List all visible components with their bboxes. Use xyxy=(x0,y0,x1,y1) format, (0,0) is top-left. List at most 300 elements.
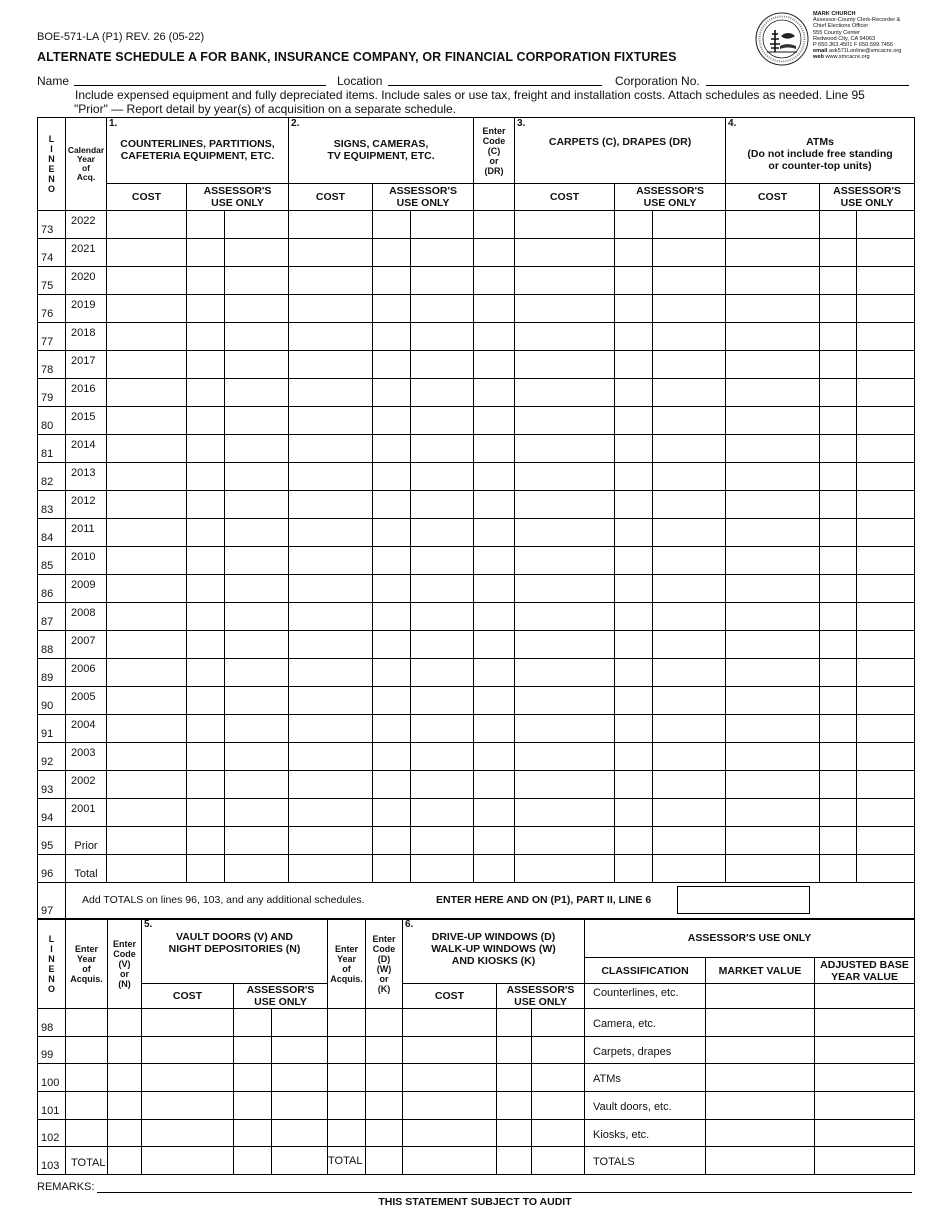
entry-cell[interactable] xyxy=(225,603,289,631)
entry-cell[interactable] xyxy=(474,743,515,771)
entry-cell[interactable] xyxy=(187,855,225,883)
entry-cell[interactable] xyxy=(857,799,915,827)
entry-cell[interactable] xyxy=(107,463,187,491)
entry-cell[interactable] xyxy=(820,771,857,799)
entry-cell[interactable] xyxy=(187,827,225,855)
entry-cell[interactable] xyxy=(142,1009,234,1037)
entry-cell[interactable] xyxy=(857,519,915,547)
entry-cell[interactable] xyxy=(289,631,373,659)
entry-cell[interactable] xyxy=(497,1009,532,1037)
entry-cell[interactable] xyxy=(857,295,915,323)
entry-cell[interactable] xyxy=(532,1092,585,1120)
entry-cell[interactable] xyxy=(225,351,289,379)
entry-cell[interactable] xyxy=(615,771,653,799)
entry-cell[interactable] xyxy=(820,631,857,659)
entry-cell[interactable] xyxy=(289,799,373,827)
market-value-cell[interactable] xyxy=(706,1036,815,1064)
entry-cell[interactable] xyxy=(515,491,615,519)
entry-cell[interactable] xyxy=(653,295,726,323)
entry-cell[interactable] xyxy=(373,687,411,715)
entry-cell[interactable] xyxy=(515,771,615,799)
entry-cell[interactable] xyxy=(726,211,820,239)
adjusted-value-cell[interactable] xyxy=(815,1036,915,1064)
entry-cell[interactable] xyxy=(107,631,187,659)
entry-cell[interactable] xyxy=(225,715,289,743)
location-field[interactable] xyxy=(388,73,602,86)
corporation-field[interactable] xyxy=(706,73,909,86)
entry-cell[interactable] xyxy=(515,547,615,575)
entry-cell[interactable] xyxy=(289,827,373,855)
entry-cell[interactable] xyxy=(411,435,474,463)
entry-cell[interactable] xyxy=(615,743,653,771)
entry-cell[interactable] xyxy=(653,519,726,547)
entry-cell[interactable] xyxy=(820,463,857,491)
entry-cell[interactable] xyxy=(411,631,474,659)
entry-cell[interactable] xyxy=(373,463,411,491)
entry-cell[interactable] xyxy=(857,743,915,771)
entry-cell[interactable] xyxy=(225,463,289,491)
entry-cell[interactable] xyxy=(653,267,726,295)
entry-cell[interactable] xyxy=(474,379,515,407)
entry-cell[interactable] xyxy=(615,855,653,883)
entry-cell[interactable] xyxy=(225,519,289,547)
entry-cell[interactable] xyxy=(726,603,820,631)
entry-cell[interactable] xyxy=(653,603,726,631)
entry-cell[interactable] xyxy=(328,1036,366,1064)
entry-cell[interactable] xyxy=(515,519,615,547)
entry-cell[interactable] xyxy=(373,799,411,827)
entry-cell[interactable] xyxy=(289,267,373,295)
entry-cell[interactable] xyxy=(107,771,187,799)
entry-cell[interactable] xyxy=(532,1009,585,1037)
entry-cell[interactable] xyxy=(187,575,225,603)
entry-cell[interactable] xyxy=(515,267,615,295)
adjusted-value-cell[interactable] xyxy=(815,1119,915,1147)
market-value-cell[interactable] xyxy=(706,984,815,1009)
entry-cell[interactable] xyxy=(187,435,225,463)
entry-cell[interactable] xyxy=(373,575,411,603)
entry-cell[interactable] xyxy=(107,239,187,267)
entry-cell[interactable] xyxy=(726,827,820,855)
entry-cell[interactable] xyxy=(289,855,373,883)
entry-cell[interactable] xyxy=(107,687,187,715)
entry-cell[interactable] xyxy=(857,603,915,631)
entry-cell[interactable] xyxy=(366,1064,403,1092)
adjusted-value-cell[interactable] xyxy=(815,1147,915,1175)
entry-cell[interactable] xyxy=(820,435,857,463)
entry-cell[interactable] xyxy=(272,1119,328,1147)
entry-cell[interactable] xyxy=(474,855,515,883)
entry-cell[interactable] xyxy=(107,799,187,827)
entry-cell[interactable] xyxy=(272,1036,328,1064)
entry-cell[interactable] xyxy=(107,211,187,239)
entry-cell[interactable] xyxy=(726,519,820,547)
entry-cell[interactable] xyxy=(107,491,187,519)
entry-cell[interactable] xyxy=(653,491,726,519)
entry-cell[interactable] xyxy=(726,323,820,351)
entry-cell[interactable] xyxy=(289,519,373,547)
entry-cell[interactable] xyxy=(289,295,373,323)
entry-cell[interactable] xyxy=(225,799,289,827)
entry-cell[interactable] xyxy=(107,435,187,463)
entry-cell[interactable] xyxy=(411,407,474,435)
entry-cell[interactable] xyxy=(615,715,653,743)
entry-cell[interactable] xyxy=(615,463,653,491)
entry-cell[interactable] xyxy=(515,799,615,827)
entry-cell[interactable] xyxy=(66,1036,108,1064)
entry-cell[interactable] xyxy=(857,211,915,239)
entry-cell[interactable] xyxy=(142,1119,234,1147)
entry-cell[interactable] xyxy=(653,659,726,687)
entry-cell[interactable] xyxy=(653,855,726,883)
entry-cell[interactable] xyxy=(373,323,411,351)
entry-cell[interactable] xyxy=(403,1009,497,1037)
entry-cell[interactable] xyxy=(107,323,187,351)
entry-cell[interactable] xyxy=(726,575,820,603)
entry-cell[interactable] xyxy=(532,1064,585,1092)
entry-cell[interactable] xyxy=(411,547,474,575)
entry-cell[interactable] xyxy=(225,827,289,855)
entry-cell[interactable] xyxy=(532,1119,585,1147)
entry-cell[interactable] xyxy=(403,1064,497,1092)
entry-cell[interactable] xyxy=(820,379,857,407)
entry-cell[interactable] xyxy=(857,435,915,463)
entry-cell[interactable] xyxy=(653,687,726,715)
entry-cell[interactable] xyxy=(857,575,915,603)
entry-cell[interactable] xyxy=(411,659,474,687)
entry-cell[interactable] xyxy=(497,1092,532,1120)
entry-cell[interactable] xyxy=(234,1009,272,1037)
entry-cell[interactable] xyxy=(474,659,515,687)
entry-cell[interactable] xyxy=(328,1092,366,1120)
entry-cell[interactable] xyxy=(411,351,474,379)
entry-cell[interactable] xyxy=(107,827,187,855)
entry-cell[interactable] xyxy=(234,1147,272,1175)
entry-cell[interactable] xyxy=(373,547,411,575)
entry-cell[interactable] xyxy=(366,1036,403,1064)
entry-cell[interactable] xyxy=(474,211,515,239)
entry-cell[interactable] xyxy=(108,1036,142,1064)
entry-cell[interactable] xyxy=(726,351,820,379)
entry-cell[interactable] xyxy=(107,715,187,743)
entry-cell[interactable] xyxy=(497,1036,532,1064)
entry-cell[interactable] xyxy=(653,799,726,827)
entry-cell[interactable] xyxy=(107,407,187,435)
entry-cell[interactable] xyxy=(66,1119,108,1147)
entry-cell[interactable] xyxy=(615,407,653,435)
entry-cell[interactable] xyxy=(289,211,373,239)
entry-cell[interactable] xyxy=(857,379,915,407)
entry-cell[interactable] xyxy=(653,827,726,855)
entry-cell[interactable] xyxy=(187,743,225,771)
entry-cell[interactable] xyxy=(289,547,373,575)
entry-cell[interactable] xyxy=(373,379,411,407)
entry-cell[interactable] xyxy=(289,239,373,267)
entry-cell[interactable] xyxy=(820,659,857,687)
entry-cell[interactable] xyxy=(532,1147,585,1175)
entry-cell[interactable] xyxy=(234,1064,272,1092)
entry-cell[interactable] xyxy=(515,687,615,715)
entry-cell[interactable] xyxy=(615,827,653,855)
entry-cell[interactable] xyxy=(820,575,857,603)
entry-cell[interactable] xyxy=(187,239,225,267)
entry-cell[interactable] xyxy=(107,547,187,575)
entry-cell[interactable] xyxy=(615,659,653,687)
entry-cell[interactable] xyxy=(373,211,411,239)
entry-cell[interactable] xyxy=(515,659,615,687)
entry-cell[interactable] xyxy=(857,855,915,883)
entry-cell[interactable] xyxy=(857,631,915,659)
entry-cell[interactable] xyxy=(187,267,225,295)
entry-cell[interactable] xyxy=(328,1064,366,1092)
entry-cell[interactable] xyxy=(515,743,615,771)
entry-cell[interactable] xyxy=(857,659,915,687)
market-value-cell[interactable] xyxy=(706,1119,815,1147)
entry-cell[interactable] xyxy=(653,351,726,379)
entry-cell[interactable] xyxy=(820,267,857,295)
entry-cell[interactable] xyxy=(515,575,615,603)
entry-cell[interactable] xyxy=(411,491,474,519)
entry-cell[interactable] xyxy=(474,547,515,575)
entry-cell[interactable] xyxy=(726,463,820,491)
entry-cell[interactable] xyxy=(515,463,615,491)
entry-cell[interactable] xyxy=(289,575,373,603)
entry-cell[interactable] xyxy=(107,351,187,379)
entry-cell[interactable] xyxy=(820,211,857,239)
entry-cell[interactable] xyxy=(615,799,653,827)
entry-cell[interactable] xyxy=(411,295,474,323)
entry-cell[interactable] xyxy=(857,547,915,575)
entry-cell[interactable] xyxy=(857,827,915,855)
entry-cell[interactable] xyxy=(411,799,474,827)
entry-cell[interactable] xyxy=(108,1064,142,1092)
entry-cell[interactable] xyxy=(411,323,474,351)
entry-cell[interactable] xyxy=(474,799,515,827)
entry-cell[interactable] xyxy=(289,687,373,715)
entry-cell[interactable] xyxy=(142,1064,234,1092)
entry-cell[interactable] xyxy=(108,1009,142,1037)
entry-cell[interactable] xyxy=(107,743,187,771)
entry-cell[interactable] xyxy=(225,435,289,463)
entry-cell[interactable] xyxy=(289,407,373,435)
entry-cell[interactable] xyxy=(615,211,653,239)
entry-cell[interactable] xyxy=(615,435,653,463)
entry-cell[interactable] xyxy=(515,351,615,379)
entry-cell[interactable] xyxy=(187,603,225,631)
entry-cell[interactable] xyxy=(403,1036,497,1064)
entry-cell[interactable] xyxy=(187,407,225,435)
entry-cell[interactable] xyxy=(653,715,726,743)
entry-cell[interactable] xyxy=(726,771,820,799)
entry-cell[interactable] xyxy=(234,1119,272,1147)
entry-cell[interactable] xyxy=(615,687,653,715)
entry-cell[interactable] xyxy=(289,659,373,687)
entry-cell[interactable] xyxy=(366,1092,403,1120)
entry-cell[interactable] xyxy=(187,351,225,379)
entry-cell[interactable] xyxy=(820,715,857,743)
adjusted-value-cell[interactable] xyxy=(815,984,915,1009)
entry-cell[interactable] xyxy=(653,743,726,771)
entry-cell[interactable] xyxy=(411,687,474,715)
entry-cell[interactable] xyxy=(108,1147,142,1175)
entry-cell[interactable] xyxy=(289,435,373,463)
entry-cell[interactable] xyxy=(497,1119,532,1147)
entry-cell[interactable] xyxy=(108,1119,142,1147)
entry-cell[interactable] xyxy=(411,575,474,603)
entry-cell[interactable] xyxy=(515,295,615,323)
entry-cell[interactable] xyxy=(234,1092,272,1120)
entry-cell[interactable] xyxy=(187,519,225,547)
entry-cell[interactable] xyxy=(474,575,515,603)
entry-cell[interactable] xyxy=(515,379,615,407)
grand-total-input[interactable] xyxy=(677,886,810,914)
entry-cell[interactable] xyxy=(225,771,289,799)
entry-cell[interactable] xyxy=(726,295,820,323)
entry-cell[interactable] xyxy=(373,855,411,883)
entry-cell[interactable] xyxy=(373,743,411,771)
entry-cell[interactable] xyxy=(820,603,857,631)
entry-cell[interactable] xyxy=(66,1092,108,1120)
entry-cell[interactable] xyxy=(289,463,373,491)
entry-cell[interactable] xyxy=(820,743,857,771)
entry-cell[interactable] xyxy=(474,715,515,743)
entry-cell[interactable] xyxy=(225,687,289,715)
entry-cell[interactable] xyxy=(615,631,653,659)
entry-cell[interactable] xyxy=(225,659,289,687)
market-value-cell[interactable] xyxy=(706,1064,815,1092)
entry-cell[interactable] xyxy=(653,239,726,267)
entry-cell[interactable] xyxy=(515,435,615,463)
entry-cell[interactable] xyxy=(411,211,474,239)
entry-cell[interactable] xyxy=(225,547,289,575)
entry-cell[interactable] xyxy=(653,407,726,435)
entry-cell[interactable] xyxy=(474,687,515,715)
entry-cell[interactable] xyxy=(411,463,474,491)
entry-cell[interactable] xyxy=(474,827,515,855)
entry-cell[interactable] xyxy=(474,323,515,351)
entry-cell[interactable] xyxy=(474,435,515,463)
entry-cell[interactable] xyxy=(653,379,726,407)
entry-cell[interactable] xyxy=(820,407,857,435)
entry-cell[interactable] xyxy=(474,771,515,799)
entry-cell[interactable] xyxy=(653,211,726,239)
entry-cell[interactable] xyxy=(225,407,289,435)
entry-cell[interactable] xyxy=(107,295,187,323)
entry-cell[interactable] xyxy=(272,1147,328,1175)
entry-cell[interactable] xyxy=(187,547,225,575)
entry-cell[interactable] xyxy=(142,1092,234,1120)
entry-cell[interactable] xyxy=(272,1064,328,1092)
entry-cell[interactable] xyxy=(107,519,187,547)
entry-cell[interactable] xyxy=(820,351,857,379)
entry-cell[interactable] xyxy=(474,491,515,519)
entry-cell[interactable] xyxy=(474,631,515,659)
entry-cell[interactable] xyxy=(726,799,820,827)
entry-cell[interactable] xyxy=(373,659,411,687)
entry-cell[interactable] xyxy=(187,211,225,239)
entry-cell[interactable] xyxy=(726,715,820,743)
entry-cell[interactable] xyxy=(366,1119,403,1147)
entry-cell[interactable] xyxy=(474,407,515,435)
entry-cell[interactable] xyxy=(515,211,615,239)
entry-cell[interactable] xyxy=(187,295,225,323)
entry-cell[interactable] xyxy=(403,1092,497,1120)
entry-cell[interactable] xyxy=(857,407,915,435)
entry-cell[interactable] xyxy=(289,351,373,379)
entry-cell[interactable] xyxy=(820,491,857,519)
entry-cell[interactable] xyxy=(187,631,225,659)
entry-cell[interactable] xyxy=(474,351,515,379)
entry-cell[interactable] xyxy=(225,743,289,771)
entry-cell[interactable] xyxy=(615,603,653,631)
entry-cell[interactable] xyxy=(820,827,857,855)
entry-cell[interactable] xyxy=(289,771,373,799)
entry-cell[interactable] xyxy=(532,1036,585,1064)
entry-cell[interactable] xyxy=(289,323,373,351)
entry-cell[interactable] xyxy=(515,239,615,267)
entry-cell[interactable] xyxy=(515,715,615,743)
entry-cell[interactable] xyxy=(411,519,474,547)
entry-cell[interactable] xyxy=(225,295,289,323)
entry-cell[interactable] xyxy=(187,659,225,687)
entry-cell[interactable] xyxy=(187,463,225,491)
entry-cell[interactable] xyxy=(272,1009,328,1037)
entry-cell[interactable] xyxy=(515,407,615,435)
entry-cell[interactable] xyxy=(515,603,615,631)
entry-cell[interactable] xyxy=(857,267,915,295)
entry-cell[interactable] xyxy=(857,491,915,519)
entry-cell[interactable] xyxy=(187,687,225,715)
entry-cell[interactable] xyxy=(328,1119,366,1147)
entry-cell[interactable] xyxy=(289,743,373,771)
entry-cell[interactable] xyxy=(373,351,411,379)
entry-cell[interactable] xyxy=(615,379,653,407)
entry-cell[interactable] xyxy=(857,239,915,267)
entry-cell[interactable] xyxy=(515,323,615,351)
entry-cell[interactable] xyxy=(820,547,857,575)
entry-cell[interactable] xyxy=(726,267,820,295)
entry-cell[interactable] xyxy=(820,799,857,827)
adjusted-value-cell[interactable] xyxy=(815,1064,915,1092)
entry-cell[interactable] xyxy=(187,323,225,351)
entry-cell[interactable] xyxy=(653,547,726,575)
entry-cell[interactable] xyxy=(142,1147,234,1175)
entry-cell[interactable] xyxy=(653,435,726,463)
entry-cell[interactable] xyxy=(373,827,411,855)
entry-cell[interactable] xyxy=(225,491,289,519)
entry-cell[interactable] xyxy=(373,407,411,435)
entry-cell[interactable] xyxy=(615,519,653,547)
entry-cell[interactable] xyxy=(857,351,915,379)
entry-cell[interactable] xyxy=(820,687,857,715)
entry-cell[interactable] xyxy=(142,1036,234,1064)
entry-cell[interactable] xyxy=(328,1009,366,1037)
entry-cell[interactable] xyxy=(107,267,187,295)
entry-cell[interactable] xyxy=(653,575,726,603)
entry-cell[interactable] xyxy=(726,743,820,771)
entry-cell[interactable] xyxy=(857,771,915,799)
entry-cell[interactable] xyxy=(225,267,289,295)
entry-cell[interactable] xyxy=(726,491,820,519)
entry-cell[interactable] xyxy=(107,855,187,883)
entry-cell[interactable] xyxy=(289,379,373,407)
entry-cell[interactable] xyxy=(225,239,289,267)
entry-cell[interactable] xyxy=(474,295,515,323)
entry-cell[interactable] xyxy=(474,603,515,631)
entry-cell[interactable] xyxy=(373,295,411,323)
entry-cell[interactable] xyxy=(726,379,820,407)
entry-cell[interactable] xyxy=(615,267,653,295)
